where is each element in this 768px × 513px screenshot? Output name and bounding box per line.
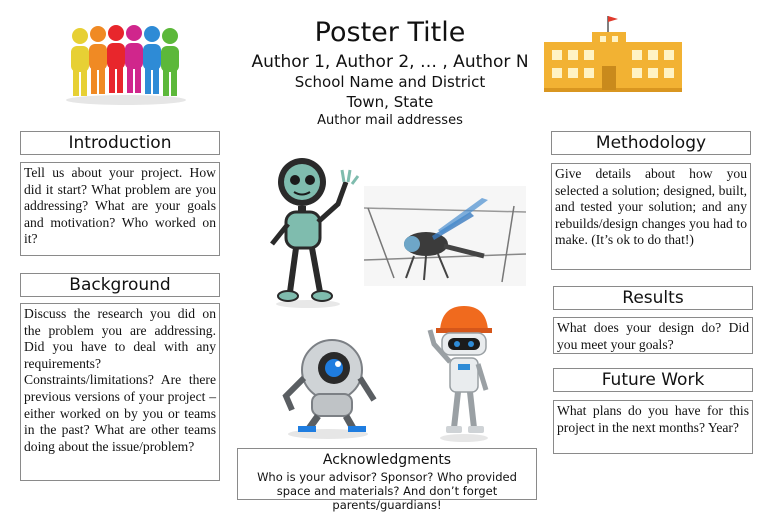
authors: Author 1, Author 2, … , Author N [251, 52, 529, 72]
school-name: School Name and District [294, 73, 486, 91]
school-building-icon [540, 12, 690, 96]
results-heading: Results [553, 286, 753, 310]
poster-title: Poster Title [314, 17, 466, 48]
introduction-text: Tell us about your project. How did it start? What problem are you addressing? What are your goals and motivation? Who worked on it? [20, 162, 220, 256]
background-heading: Background [20, 273, 220, 297]
robot-dragonfly-image [364, 186, 526, 286]
future-work-heading: Future Work [553, 368, 753, 392]
robot-helmet-image [420, 300, 500, 442]
acknowledgments-box [237, 448, 537, 512]
acknowledgments-text: Who is your advisor? Sponsor? Who provided space and materials? And don’t forget parents/guardians! [257, 470, 517, 512]
robot-waving-image [262, 152, 366, 308]
location: Town, State [346, 93, 434, 111]
methodology-text: Give details about how you selected a solution; designed, built, and tested your solution; and any rebuilds/design changes you had to make. (It’s ok to do that!) [551, 163, 751, 270]
results-text: What does your design do? Did you meet your goals? [553, 317, 753, 354]
introduction-heading: Introduction [20, 131, 220, 155]
future-work-text: What plans do you have for this project in the next months? Year? [553, 400, 753, 454]
acknowledgments-heading: Acknowledgments [322, 452, 452, 468]
methodology-heading: Methodology [551, 131, 751, 155]
author-emails: Author mail addresses [317, 113, 463, 128]
robot-round-image [272, 330, 382, 440]
people-clipart-icon [62, 22, 192, 106]
background-text: Discuss the research you did on the problem you are addressing. Did you have to deal with any requirements? Constraints/limitations? Are there previous versions of your project – either worked on by you or teams in the past? What are other teams doing about the issue/problem? [20, 303, 220, 481]
